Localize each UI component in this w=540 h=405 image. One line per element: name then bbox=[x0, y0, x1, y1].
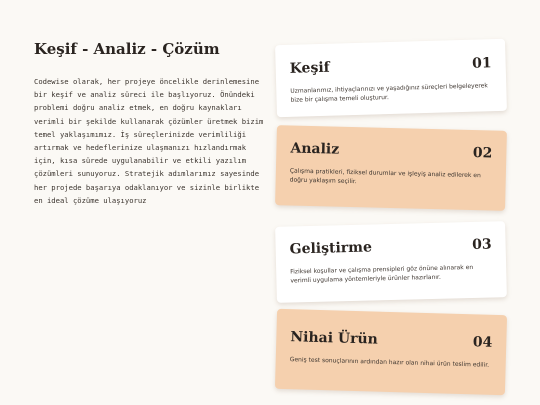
card-description: Geniş test sonuçlarının ardından hazır olan nihai ürün teslim edilir. bbox=[289, 356, 490, 369]
intro-paragraph: Codewise olarak, her projeye öncelikle derinlemesine bir keşif ve analiz süreci ile başlıyoruz. Önündeki problemi doğru analiz etmek, en doğru kaynakları verimli bir şekilde kullanarak çözümler üretmek bizim temel yaklaşımımız. İş süreçlerinizde verimliliği artırmak ve hedeflerinize ulaşmanızı hızlandırmak için, kısa sürede uygulanabilir ve etkili yazılım çözümleri sunuyoruz. Stratejik adımlarımız sayesinde her projede başarıya odaklanıyor ve sizinle birlikte en ideal çözüme ulaşıyoruz bbox=[34, 77, 264, 205]
card-number: 03 bbox=[471, 236, 492, 254]
card-description: Fiziksel koşullar ve çalışma prensipleri göz önüne alınarak en verimli uygulama yöntemleriyle ürünler hazırlanır. bbox=[290, 263, 474, 285]
card-title: Nihai Ürün bbox=[290, 329, 379, 348]
card-description: Çalışma pratikleri, fiziksel durumlar ve işleyiş analiz edilerek en doğru yaklaşım seçilir. bbox=[289, 167, 481, 186]
card-gelistirme bbox=[275, 221, 507, 303]
card-nihai-urun bbox=[275, 309, 507, 395]
card-number: 01 bbox=[471, 55, 492, 72]
card-description: Uzmanlarımız, ihtiyaçlarınızı ve yaşadığınız süreçleri belgeleyerek bize bir çalışma temeli oluşturur. bbox=[290, 82, 488, 104]
card-title: Analiz bbox=[290, 140, 340, 158]
card-title: Geliştirme bbox=[289, 239, 373, 258]
card-kesif bbox=[275, 39, 507, 117]
intro-section bbox=[34, 40, 270, 207]
card-number: 02 bbox=[472, 144, 493, 162]
card-analiz bbox=[275, 125, 507, 211]
section-title: Keşif - Analiz - Çözüm bbox=[34, 40, 220, 58]
card-title: Keşif bbox=[289, 59, 330, 77]
card-number: 04 bbox=[472, 334, 493, 351]
